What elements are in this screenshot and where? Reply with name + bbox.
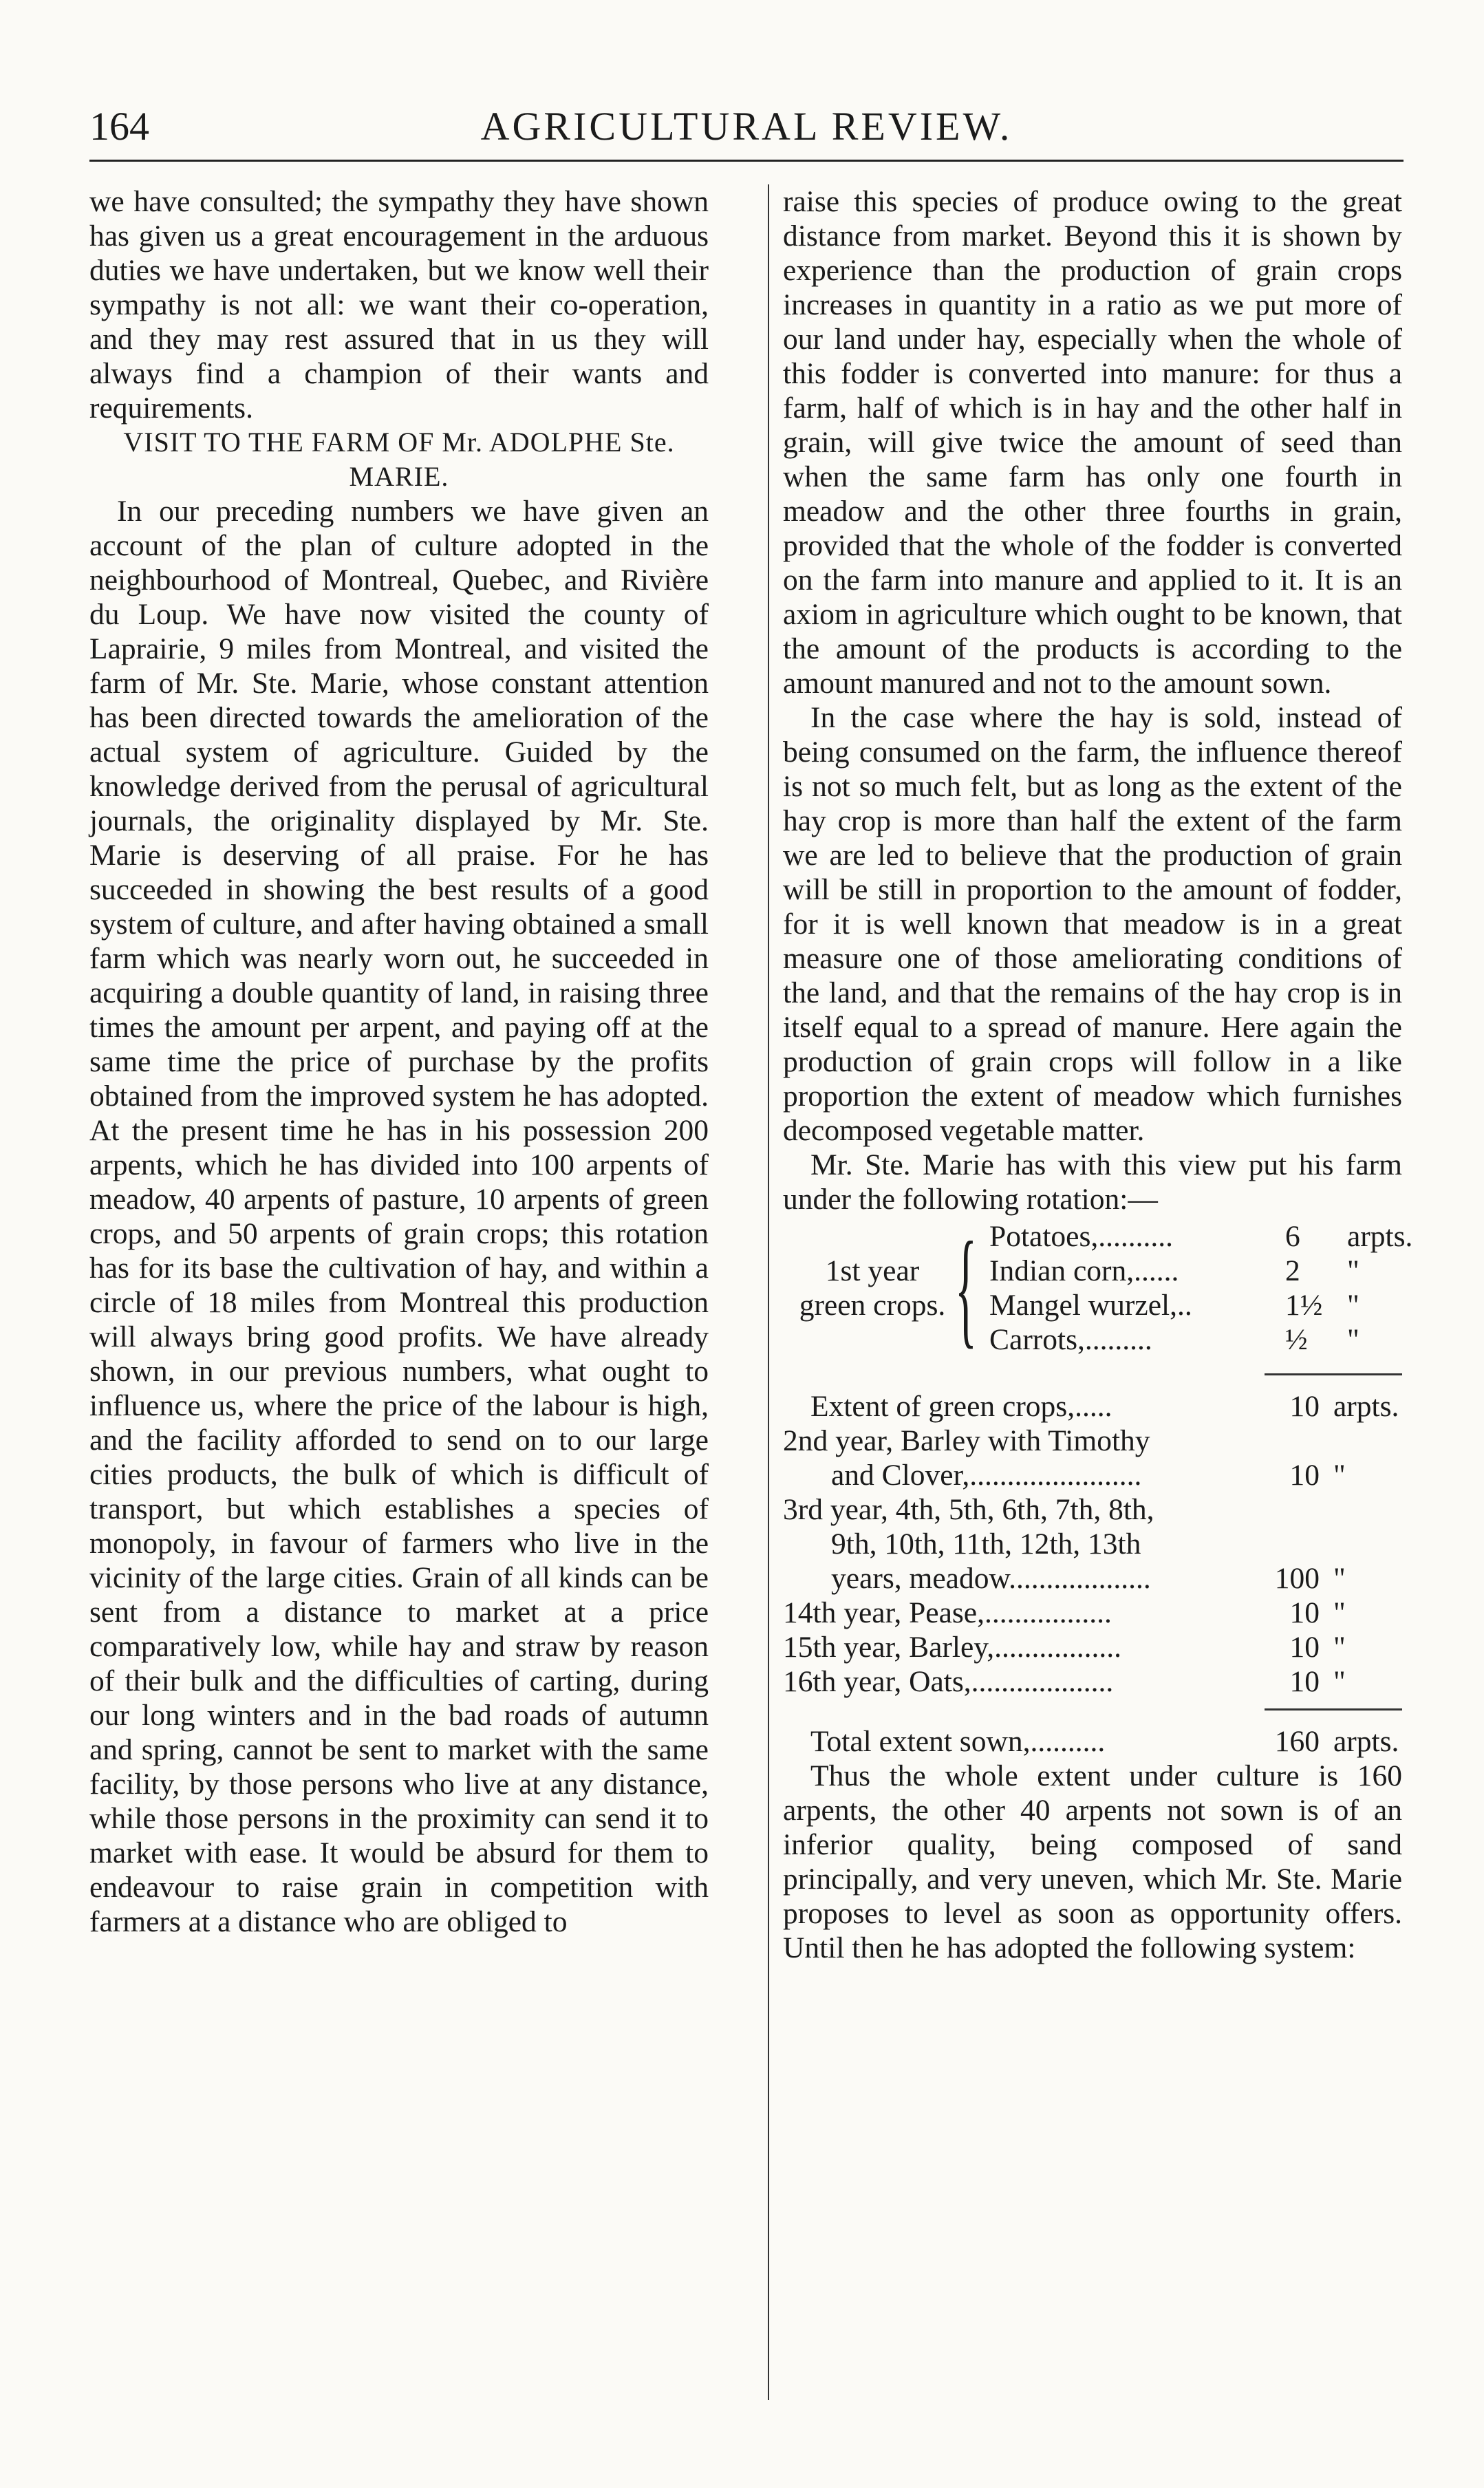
rotation-unit: " <box>1333 1596 1346 1629</box>
rotation-row <box>783 1424 1402 1458</box>
page-number: 164 <box>89 104 149 149</box>
crop-unit: " <box>1347 1289 1359 1322</box>
rotation-unit: " <box>1333 1631 1346 1664</box>
rotation-label: 2nd year, Barley with Timothy <box>783 1424 1150 1457</box>
paragraph-3: Mr. Ste. Marie has with this view put his farm under the following rotation:— <box>783 1148 1402 1216</box>
rotation-amount: 10 <box>1289 1390 1320 1423</box>
paragraph-1: raise this species of produce owing to the great distance from market. Beyond this it is shown by experience than the production of grain crops increases in quantity in a ratio as we put more of our land under hay, especially when the whole of this fodder is converted into manure: for thus a farm, half of which is in hay and the other half in grain, will give twice the amount of seed than when the same farm has only one fourth in meadow and the other three fourths in grain, provided that the whole of the fodder is converted on the farm into manure and applied to it. It is an axiom in agriculture which ought to be known, that the amount of the products is according to the amount manured and not to the amount sown. <box>783 185 1402 700</box>
right-column <box>783 184 1413 1965</box>
crop-name: Indian corn,...... <box>989 1254 1179 1287</box>
rotation-row <box>783 1527 1402 1561</box>
rotation-unit: " <box>1333 1459 1346 1492</box>
total-unit: arpts. <box>1333 1725 1399 1758</box>
left-column <box>89 184 709 1939</box>
label-line-2: green crops. <box>799 1289 946 1322</box>
crop-row <box>989 1219 1413 1254</box>
column-divider <box>768 184 769 2400</box>
total-label: Total extent sown,.......... <box>810 1725 1106 1758</box>
green-crops-table <box>783 1216 1413 1364</box>
page-header <box>89 103 1404 158</box>
section-title: VISIT TO THE FARM OF Mr. ADOLPHE Ste. MARIE. <box>123 427 675 492</box>
green-crops-items <box>989 1219 1413 1357</box>
rotation-row <box>783 1561 1402 1596</box>
rotation-unit: " <box>1333 1665 1346 1698</box>
header-rule <box>89 160 1404 162</box>
crop-amount: 6 <box>1285 1220 1300 1253</box>
rotation-label: years, meadow................... <box>831 1562 1151 1595</box>
rotation-amount: 10 <box>1289 1665 1320 1698</box>
rotation-amount: 10 <box>1289 1459 1320 1492</box>
green-crops-label <box>783 1254 962 1322</box>
rotation-label: 15th year, Barley,................. <box>783 1631 1121 1664</box>
body-paragraph: In our preceding numbers we have given an account of the plan of culture adopted in the neighbourhood of Montreal, Quebec, and Rivière du Loup. We have now visited the county of Laprairie, 9 miles from Montreal, and visited the farm of Mr. Ste. Marie, whose constant attention has been directed towards the amelioration of the actual system of agriculture. Guided by the knowledge derived from the perusal of agricultural journals, the originality displayed by Mr. Ste. Marie is deserving of all praise. For he has succeeded in showing the best results of a good system of culture, and after having obtained a small farm which was nearly worn out, he succeeded in acquiring a double quantity of land, in raising three times the amount per arpent, and paying off at the same time the price of purchase by the profits obtained from the improved system he has adopted. At the present time he has in his possession 200 arpents, which he has divided into 100 arpents of meadow, 40 arpents of pasture, 10 arpents of green crops, and 50 arpents of grain crops; this rotation has for its base the cultivation of hay, and within a circle of 18 miles from Montreal this production will always bring good profits. We have already shown, in our previous numbers, what ought to influence us, where the price of the labour is high, and the facility afforded to send on to our large cities products, the bulk of which is difficult of transport, but which establishes a species of monopoly, in favour of farmers who live in the vicinity of the large cities. Grain of all kinds can be sent from a distance to market at a price comparatively low, while hay and straw by reason of their bulk and the difficulties of carting, during our long winters and in the bad roads of autumn and spring, cannot be sent to market with the same facility, by those persons who live at any distance, while those persons in the proximity can send it to market with ease. It would be absurd for them to endeavour to raise grain in competition with farmers at a distance who are obliged to <box>89 495 709 1938</box>
crop-name: Carrots,......... <box>989 1323 1152 1356</box>
total-amount: 160 <box>1274 1725 1320 1758</box>
crop-unit: " <box>1347 1323 1359 1356</box>
brace-icon: { <box>955 1216 977 1360</box>
rotation-amount: 10 <box>1289 1631 1320 1664</box>
rotation-row <box>783 1630 1402 1664</box>
paragraph-4: Thus the whole extent under culture is 160 arpents, the other 40 arpents not sown is of an inferior quality, being composed of sand principally, and very uneven, which Mr. Ste. Marie proposes to level as soon as opportunity offers. Until then he has adopted the following system: <box>783 1759 1402 1964</box>
subtotal-rule <box>1265 1373 1402 1375</box>
rotation-label: and Clover,....................... <box>831 1459 1142 1492</box>
rotation-label: 14th year, Pease,................. <box>783 1596 1112 1629</box>
rotation-row <box>783 1596 1402 1630</box>
rotation-row <box>783 1389 1402 1424</box>
crop-amount: ½ <box>1285 1323 1308 1356</box>
rotation-label: Extent of green crops,..... <box>810 1390 1112 1423</box>
rotation-row <box>783 1492 1402 1527</box>
rotation-amount: 10 <box>1289 1596 1320 1629</box>
crop-row <box>989 1254 1402 1288</box>
crop-unit: arpts. <box>1347 1220 1413 1253</box>
crop-row <box>989 1288 1402 1322</box>
total-rule <box>1265 1708 1402 1710</box>
rotation-row <box>783 1664 1402 1699</box>
crop-name: Potatoes,.......... <box>989 1220 1174 1253</box>
rotation-label: 3rd year, 4th, 5th, 6th, 7th, 8th, <box>783 1493 1154 1526</box>
paragraph-2: In the case where the hay is sold, instead of being consumed on the farm, the influence thereof is not so much felt, but as long as the extent of the hay crop is more than half the extent of the farm we are led to believe that the production of grain will be still in proportion to the amount of fodder, for it is well known that meadow is in a great measure one of those ameliorating conditions of the land, and that the remains of the hay crop is in itself equal to a spread of manure. Here again the production of grain crops will follow in a like proportion the extent of meadow which furnishes decomposed vegetable matter. <box>783 701 1402 1147</box>
crop-amount: 2 <box>1285 1254 1300 1287</box>
rotation-row <box>783 1458 1402 1492</box>
crop-name: Mangel wurzel,.. <box>989 1289 1192 1322</box>
crop-row <box>989 1322 1402 1357</box>
rotation-unit: arpts. <box>1333 1390 1399 1423</box>
rotation-unit: " <box>1333 1562 1346 1595</box>
label-line-1: 1st year <box>825 1254 920 1287</box>
crop-unit: " <box>1347 1254 1359 1287</box>
intro-paragraph: we have consulted; the sympathy they have shown has given us a great encouragement in the arduous duties we have undertaken, but we know well their sympathy is not all: we want their co-operation, and they may rest assured that in us they will always find a champion of their wants and requirements. <box>89 185 709 425</box>
rotation-amount: 100 <box>1274 1562 1320 1595</box>
rotation-label: 16th year, Oats,................... <box>783 1665 1114 1698</box>
rotation-label: 9th, 10th, 11th, 12th, 13th <box>831 1527 1141 1561</box>
total-row <box>783 1724 1402 1759</box>
crop-amount: 1½ <box>1285 1289 1323 1322</box>
running-title: AGRICULTURAL REVIEW. <box>480 104 1013 149</box>
